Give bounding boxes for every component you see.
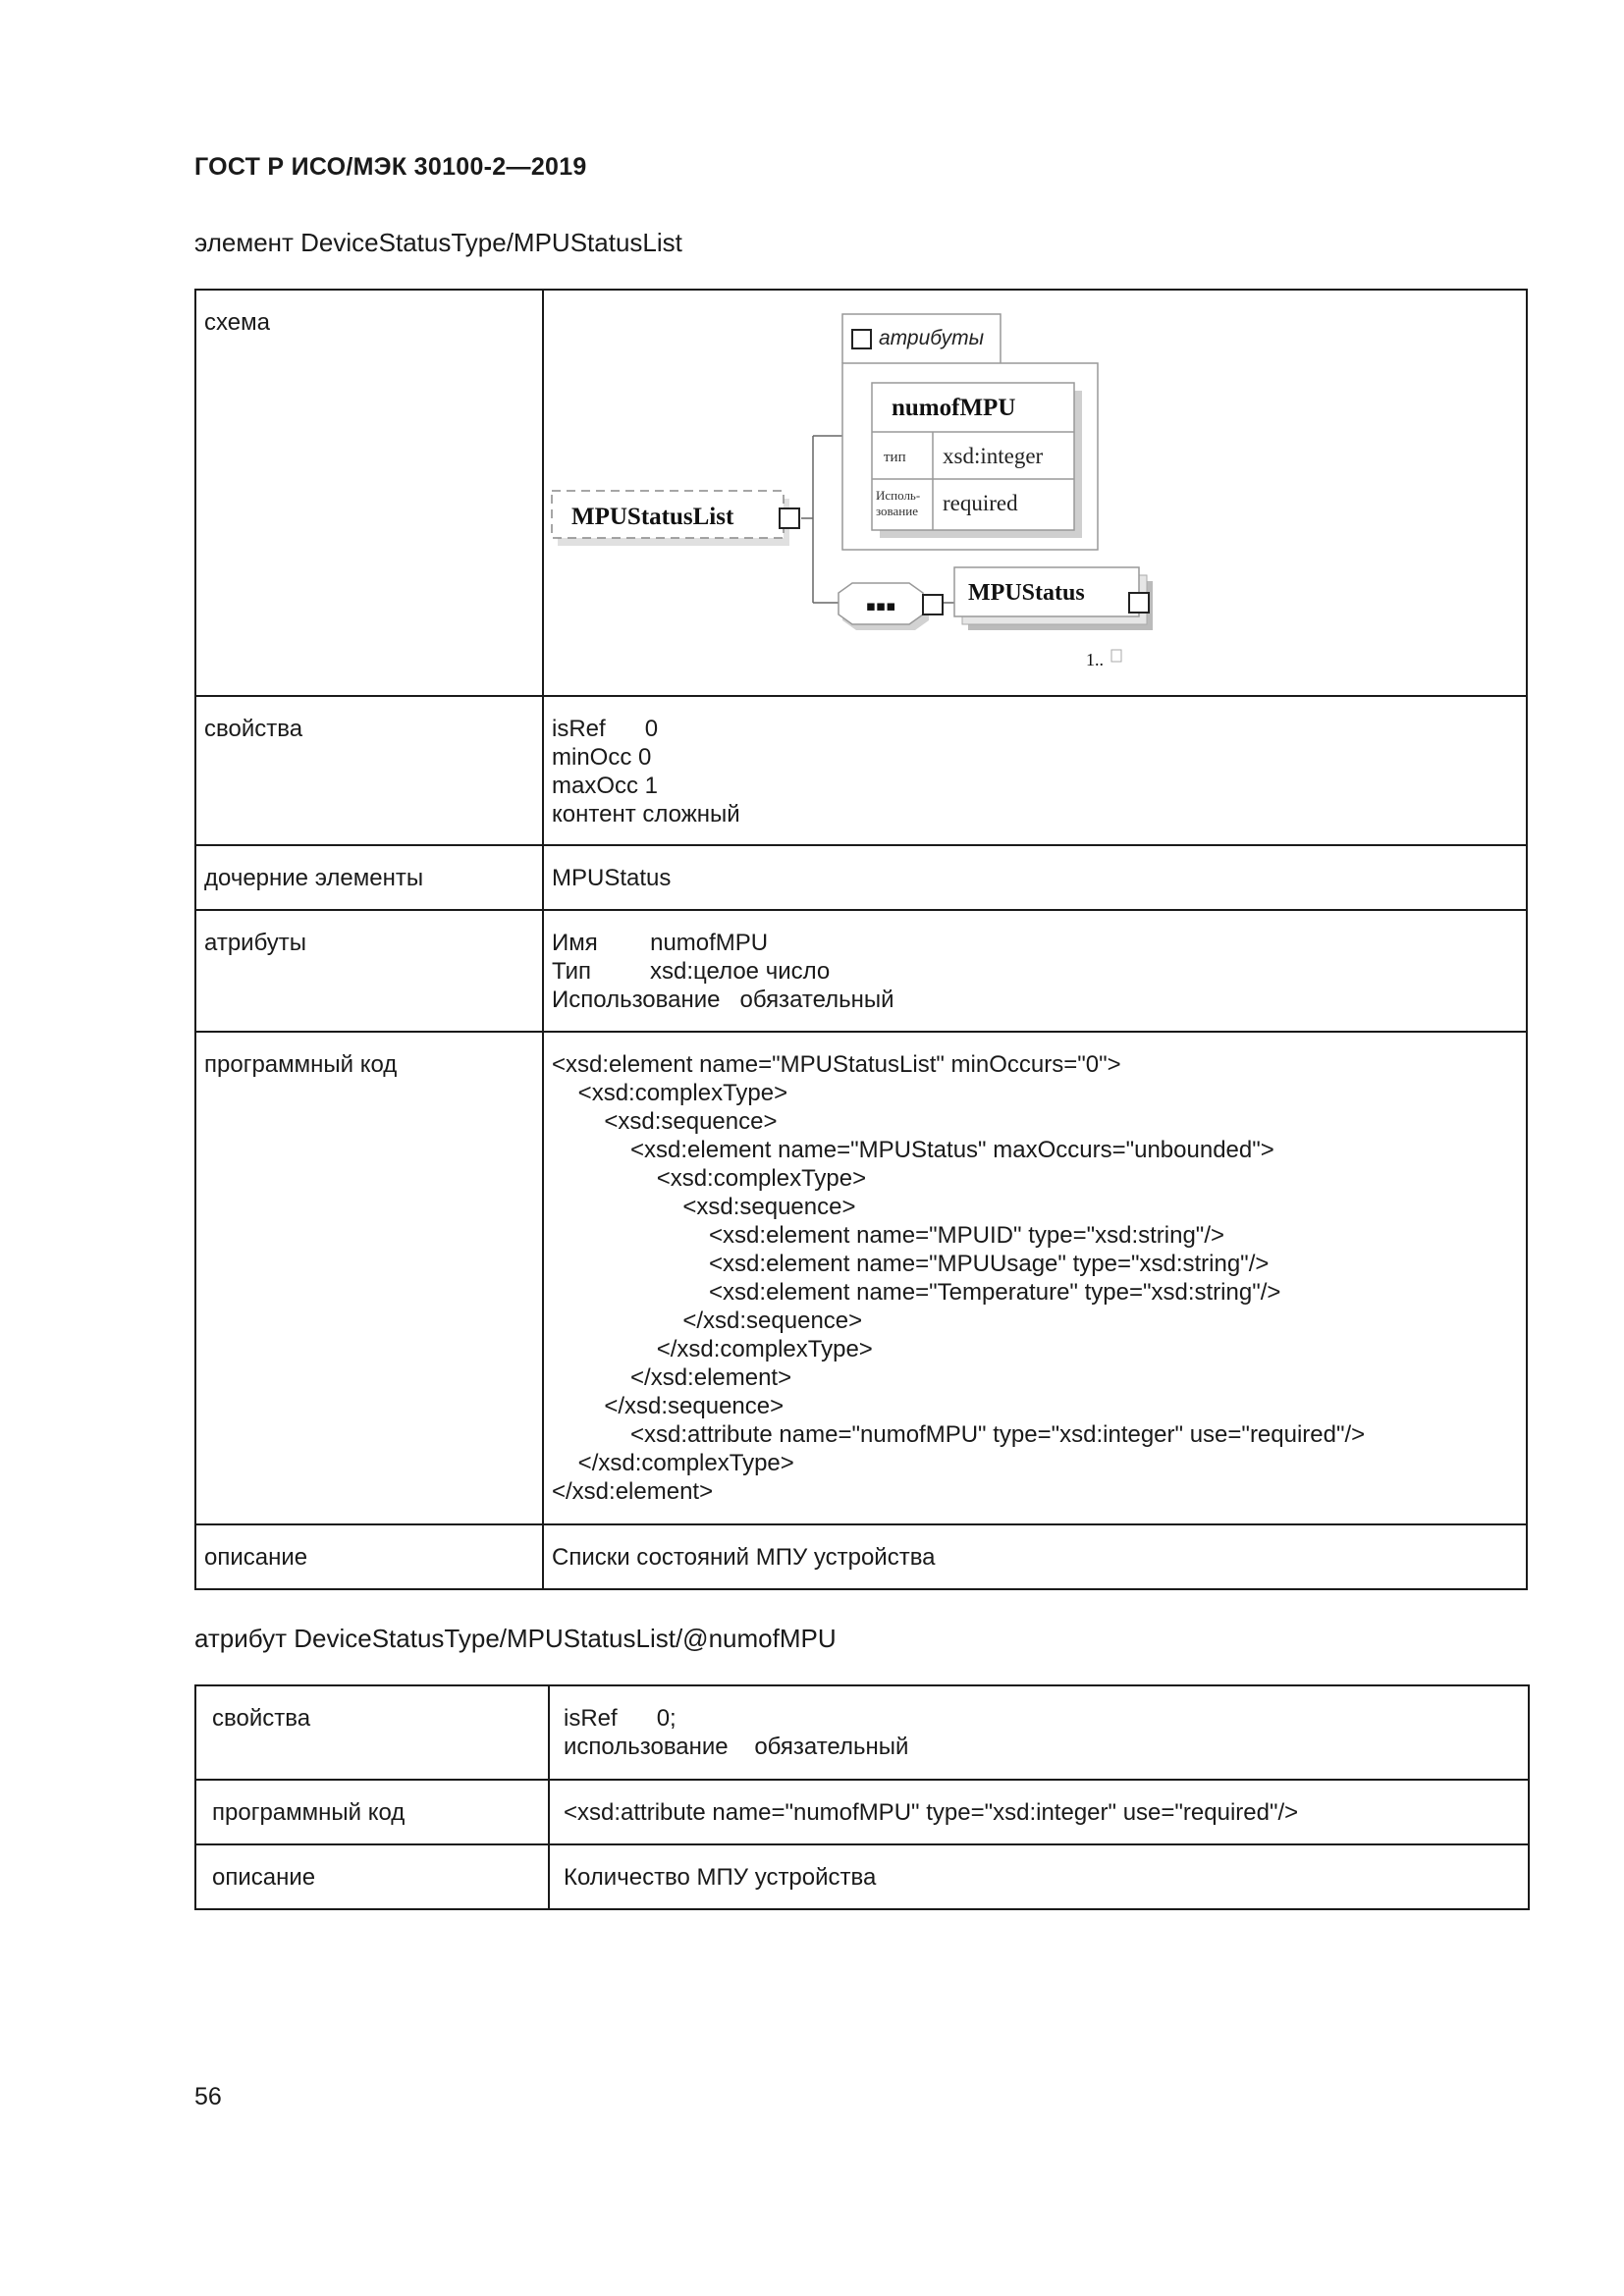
- properties-label: свойства: [195, 696, 543, 845]
- attr-description-row: [195, 1844, 1529, 1909]
- property-line: isRef 0: [552, 716, 659, 742]
- source-code: [543, 1032, 1527, 1524]
- attribute-box: [872, 383, 1082, 538]
- schema-diagram: [544, 291, 1526, 695]
- attribute-usage-label-2: зование: [876, 504, 918, 518]
- attribute-line: Тип xsd:целое число: [552, 958, 831, 985]
- attr-source-row: [195, 1780, 1529, 1844]
- attr-description-value: Количество МПУ устройства: [549, 1844, 1529, 1909]
- document-header: ГОСТ Р ИСО/МЭК 30100-2—2019: [194, 153, 587, 181]
- children-row: [195, 845, 1527, 910]
- attr-source-code: [549, 1780, 1529, 1844]
- attribute-table: [194, 1684, 1530, 1910]
- attribute-name: numofMPU: [892, 395, 1016, 421]
- page-number: 56: [194, 2083, 222, 2110]
- child-expand-icon: [1129, 593, 1149, 613]
- attr-property-line: isRef 0;: [564, 1705, 677, 1732]
- properties-row: [195, 696, 1527, 845]
- attributes-row: [195, 910, 1527, 1032]
- property-line: minOcc 0: [552, 744, 652, 771]
- attribute-line: Имя numofMPU: [552, 930, 769, 956]
- root-element-box: [552, 491, 799, 546]
- sequence-symbol: ▪▪▪: [865, 597, 896, 614]
- root-element-name: MPUStatusList: [571, 504, 734, 530]
- attributes-expand-icon: [852, 330, 871, 348]
- attr-properties-row: [195, 1685, 1529, 1780]
- attribute-usage-label-1: Исполь-: [876, 488, 921, 503]
- attr-properties-values: [549, 1685, 1529, 1780]
- child-element-name: MPUStatus: [968, 580, 1085, 606]
- attribute-line: Использование обязательный: [552, 987, 894, 1013]
- attr-source-label: программный код: [195, 1780, 549, 1844]
- children-label: дочерние элементы: [195, 845, 543, 910]
- attribute-caption: атрибут DeviceStatusType/MPUStatusList/@numofMPU: [194, 1624, 837, 1653]
- attributes-label: атрибуты: [195, 910, 543, 1032]
- attr-source-code-text: <xsd:attribute name="numofMPU" type="xsd:integer" use="required"/>: [564, 1799, 1299, 1826]
- source-code-text: <xsd:element name="MPUStatusList" minOccurs="0"> <xsd:complexType> <xsd:sequence> <xsd:element name="MPUStatus" maxOccurs="unbounded"> <xsd:complexType> <xsd:sequence> <xsd:element name="MPUID" type="xsd:string"/> <xsd:element name="MPUUsage" type="xsd:string"/> <xsd:element name="Temperature" type="xsd:string"/> </xsd:sequence> </xsd:complexType> </xsd:element> </xsd:sequence> <xsd:attribute name="numofMPU" type="xsd:integer" use="required"/> </xsd:complexType> </xsd:element>: [552, 1051, 1366, 1505]
- element-caption: элемент DeviceStatusType/MPUStatusList: [194, 228, 682, 257]
- schema-diagram-cell: [543, 290, 1527, 696]
- element-table: [194, 289, 1528, 1590]
- source-label: программный код: [195, 1032, 543, 1524]
- description-label: описание: [195, 1524, 543, 1589]
- attribute-usage-value: required: [943, 491, 1018, 515]
- properties-values: [543, 696, 1527, 845]
- property-line: maxOcc 1: [552, 773, 659, 799]
- description-value: Списки состояний МПУ устройства: [543, 1524, 1527, 1589]
- attributes-values: [543, 910, 1527, 1032]
- source-row: [195, 1032, 1527, 1524]
- child-multiplicity: 1..: [1086, 650, 1104, 669]
- description-row: [195, 1524, 1527, 1589]
- attributes-group-label: атрибуты: [879, 327, 985, 349]
- sequence-compositor: [839, 583, 943, 630]
- attribute-type-value: xsd:integer: [943, 444, 1044, 468]
- attribute-type-label: тип: [884, 450, 906, 465]
- child-element-box: [954, 567, 1153, 669]
- children-value: MPUStatus: [543, 845, 1527, 910]
- schema-label: схема: [195, 290, 543, 696]
- property-line: контент сложный: [552, 801, 740, 828]
- schema-row: [195, 290, 1527, 696]
- attr-property-line: использование обязательный: [564, 1734, 909, 1760]
- root-expand-icon: [780, 508, 799, 528]
- attr-properties-label: свойства: [195, 1685, 549, 1780]
- sequence-expand-icon: [923, 595, 943, 614]
- attr-description-label: описание: [195, 1844, 549, 1909]
